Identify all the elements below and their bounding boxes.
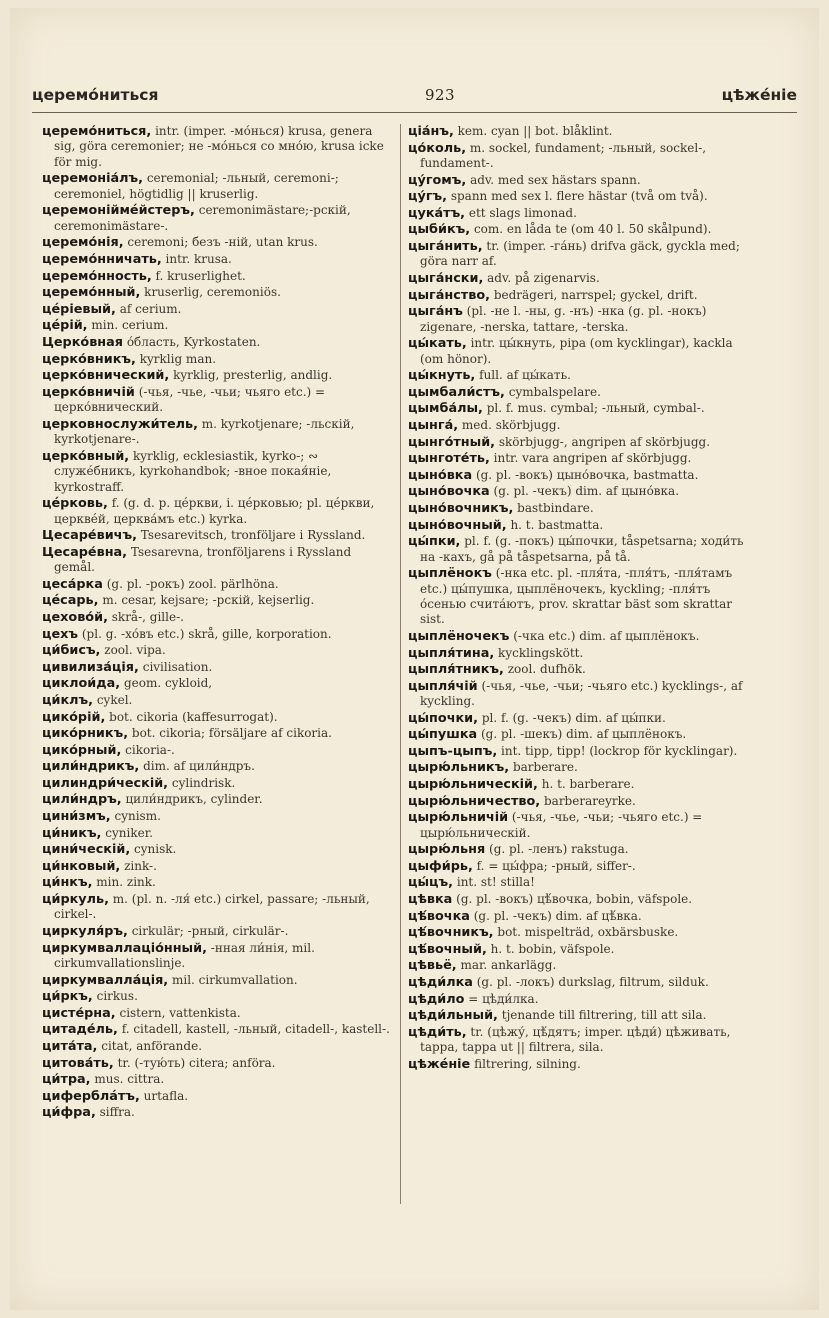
dictionary-entry <box>408 271 758 286</box>
entry-definition: (g. pl. -чекъ) dim. af цыно́вка. <box>493 484 680 499</box>
entry-definition: = цѣди́лка. <box>468 991 539 1006</box>
entry-headword: цыпъ-цыпъ, <box>408 743 498 759</box>
entry-definition: ceremonial; -льный, ceremoni-; ceremoniel, högtidlig || kruserlig. <box>54 171 339 201</box>
dictionary-entry <box>408 942 758 957</box>
dictionary-entry <box>408 189 758 204</box>
dictionary-entry <box>408 727 758 742</box>
entry-headword: цымба́лы, <box>408 401 483 417</box>
dictionary-entry <box>408 842 758 857</box>
entry-headword: цырю́льническiй, <box>408 777 538 793</box>
entry-definition: cykel. <box>96 692 133 707</box>
entry-headword: цыпля́тина, <box>408 645 495 661</box>
dictionary-entry <box>42 726 394 741</box>
entry-headword: цико́рникъ, <box>42 726 129 742</box>
entry-headword: ци́фра, <box>42 1105 96 1121</box>
dictionary-entry <box>42 660 394 675</box>
left-column <box>42 124 394 1122</box>
entry-headword: цы́кать, <box>408 336 467 352</box>
entry-definition: intr. vara angripen af skörbjugg. <box>493 451 692 466</box>
dictionary-entry <box>408 629 758 644</box>
dictionary-entry <box>408 304 758 335</box>
entry-definition: (g. pl. -ленъ) rakstuga. <box>489 842 629 857</box>
entry-definition: h. t. barberare. <box>541 777 635 792</box>
dictionary-entry <box>42 302 394 317</box>
dictionary-entry <box>42 809 394 824</box>
entry-definition: (pl. -не l. -ны, g. -нъ) -нка (g. pl. -нокъ) zigenare, -nerska, tattare, -terska. <box>420 304 707 334</box>
dictionary-entry <box>42 1022 394 1037</box>
entry-headword: Цесаре́вна, <box>42 544 128 560</box>
entry-headword: церко́внический, <box>42 368 170 384</box>
entry-definition: cynism. <box>114 809 161 824</box>
dictionary-entry <box>408 662 758 677</box>
dictionary-entry <box>408 451 758 466</box>
dictionary-entry <box>408 1057 758 1072</box>
entry-definition: kycklingskött. <box>498 645 584 660</box>
dictionary-entry <box>42 826 394 841</box>
dictionary-entry <box>42 577 394 592</box>
entry-headword: цéсарь, <box>42 593 99 609</box>
dictionary-entry <box>42 859 394 874</box>
entry-definition: (-нка etc. pl. -пля́та, -пля́тъ, -пля́тамъ etc.) цы́пушка, цыплёночекъ, kyckling; -пля́тъ о́сенью счита́ютъ, prov. skrattar bäst som skrattar sist. <box>420 566 733 627</box>
entry-definition: bot. cikoria; försäljare af cikoria. <box>131 726 332 741</box>
entry-headword: ци́нкъ, <box>42 875 93 891</box>
dictionary-entry <box>42 973 394 988</box>
entry-definition: (g. pl. -рокъ) zool. pärlhöna. <box>106 576 279 591</box>
dictionary-entry <box>408 760 758 775</box>
dictionary-entry <box>42 545 394 576</box>
dictionary-entry <box>408 646 758 661</box>
entry-headword: ци́бисъ, <box>42 643 101 659</box>
entry-headword: цыпля́чiй <box>408 678 478 694</box>
entry-definition: cynisk. <box>134 842 177 857</box>
entry-headword: цырю́льничество, <box>408 793 541 809</box>
entry-definition: m. kyrkotjenare; -льскiй, kyrkotjenare-. <box>54 416 355 447</box>
entry-headword: Церко́вная <box>42 334 123 350</box>
dictionary-entry <box>42 252 394 267</box>
entry-definition: geom. cykloid, <box>123 676 213 691</box>
entry-headword: цѣжéнiе <box>408 1056 471 1072</box>
dictionary-entry <box>42 593 394 608</box>
entry-headword: цѣ́вочникъ, <box>408 925 494 941</box>
entry-definition: h. t. bastmatta. <box>510 517 604 532</box>
entry-headword: цы́пки, <box>408 534 461 550</box>
entry-headword: цини́змъ, <box>42 809 111 825</box>
entry-definition: intr. цы́кнуть, pipa (om kycklingar), kackla (om hönor). <box>420 336 733 366</box>
entry-definition: ett slags limonad. <box>468 205 577 220</box>
entry-headword: цы́пушка <box>408 727 478 743</box>
entry-headword: цы́почки, <box>408 710 478 726</box>
dictionary-entry <box>42 989 394 1004</box>
entry-definition: tr. (цѣжу́, цѣ́дятъ; imper. цѣди́) цѣживать, tappa, tappa ut || filtrera, sila. <box>420 1024 731 1055</box>
dictionary-entry <box>408 875 758 890</box>
entry-headword: цисте́рна, <box>42 1005 116 1021</box>
dictionary-entry <box>408 468 758 483</box>
dictionary-entry <box>42 124 394 170</box>
entry-definition: cyniker. <box>105 825 153 840</box>
entry-definition: cymbalspelare. <box>508 384 601 399</box>
entry-headword: церко́вничiй <box>42 384 135 400</box>
entry-definition: spann med sex l. flere hästar (två om två). <box>450 189 708 204</box>
entry-definition: tjenande till filtrering, till att sila. <box>501 1008 707 1023</box>
dictionary-entry <box>408 124 758 139</box>
entry-headword: цырю́льничiй <box>408 810 509 826</box>
entry-headword: Цесаре́вичъ, <box>42 528 137 544</box>
entry-headword: цыплёнокъ <box>408 566 492 582</box>
dictionary-entry <box>42 171 394 202</box>
entry-headword: цéрiй, <box>42 318 88 334</box>
entry-headword: цини́ческiй, <box>42 842 131 858</box>
dictionary-entry <box>408 173 758 188</box>
entry-definition: pl. f. (g. -покъ) цы́почки, tåspetsarna; ходи́ть на -кахъ, gå på tåspetsarna, på tå. <box>420 534 744 564</box>
entry-headword: цитова́ть, <box>42 1055 114 1071</box>
dictionary-entry <box>408 810 758 841</box>
entry-headword: цыга́нски, <box>408 270 484 286</box>
entry-definition: kem. cyan || bot. blåklint. <box>457 124 613 138</box>
dictionary-entry <box>42 335 394 350</box>
entry-definition: barberare. <box>512 760 578 775</box>
dictionary-entry <box>42 676 394 691</box>
entry-headword: цынготе́ть, <box>408 451 490 467</box>
entry-headword: церко́вный, <box>42 448 130 464</box>
dictionary-entry <box>408 679 758 710</box>
dictionary-entry <box>408 518 758 533</box>
dictionary-entry <box>408 1025 758 1056</box>
entry-definition: com. en låda te (om 40 l. 50 skålpund). <box>473 222 712 237</box>
dictionary-entry <box>42 710 394 725</box>
entry-headword: циркумваллацiо́нный, <box>42 940 207 956</box>
entry-definition: bot. cikoria (kaffesurrogat). <box>109 709 278 724</box>
entry-headword: ци́нковый, <box>42 858 121 874</box>
entry-definition: cirkulär; -рный, cirkulär-. <box>131 924 289 939</box>
dictionary-entry <box>42 693 394 708</box>
entry-definition: kyrklig, presterlig, andlig. <box>173 368 333 383</box>
dictionary-entry <box>42 610 394 625</box>
dictionary-entry <box>408 958 758 973</box>
entry-headword: цымбали́стъ, <box>408 384 505 400</box>
entry-headword: цивилиза́цiя, <box>42 659 139 675</box>
dictionary-entry <box>408 501 758 516</box>
entry-headword: цилиндри́ческiй, <box>42 775 169 791</box>
entry-headword: циферблáтъ, <box>42 1088 140 1104</box>
entry-headword: цыно́вочка <box>408 484 490 500</box>
entry-definition: siffra. <box>99 1105 135 1120</box>
entry-definition: med. skörbjugg. <box>461 417 561 432</box>
dictionary-entry <box>42 203 394 234</box>
entry-definition: mil. cirkumvallation. <box>172 972 298 987</box>
dictionary-entry <box>42 318 394 333</box>
entry-headword: церемонiймéйстеръ, <box>42 203 195 219</box>
entry-headword: цыплёночекъ <box>408 628 510 644</box>
dictionary-entry <box>408 239 758 270</box>
entry-definition: pl. f. (g. -чекъ) dim. af цы́пки. <box>481 710 666 725</box>
entry-definition: m. sockel, fundament; -льный, sockel-, fundament-. <box>420 140 707 170</box>
entry-definition: cikoria-. <box>125 742 175 757</box>
dictionary-entry <box>408 288 758 303</box>
dictionary-entry <box>408 909 758 924</box>
page-header <box>32 86 797 113</box>
entry-headword: цо́коль, <box>408 140 467 156</box>
dictionary-entry <box>42 1072 394 1087</box>
dictionary-entry <box>42 235 394 250</box>
entry-headword: циркуля́ръ, <box>42 924 128 940</box>
entry-headword: цу́гъ, <box>408 189 447 205</box>
entry-definition: -нная ли́нiя, mil. cirkumvallationslinje. <box>54 940 315 971</box>
entry-headword: цыно́вочникъ, <box>408 500 514 516</box>
dictionary-entry <box>408 484 758 499</box>
entry-definition: filtrering, silning. <box>474 1056 581 1071</box>
entry-headword: цитаде́ль, <box>42 1022 118 1038</box>
entry-definition: о́бласть, Kyrkostaten. <box>126 334 261 349</box>
entry-headword: цыби́къ, <box>408 222 471 238</box>
entry-headword: цѣ́вочка <box>408 908 470 924</box>
dictionary-entry <box>408 222 758 237</box>
dictionary-entry <box>42 643 394 658</box>
entry-definition: full. af цы́кать. <box>479 368 571 383</box>
entry-definition: mus. cittra. <box>94 1072 165 1087</box>
header-left-guide-word: церемо́ниться <box>32 86 159 104</box>
entry-headword: цу́гомъ, <box>408 172 467 188</box>
dictionary-entry <box>408 534 758 565</box>
entry-headword: цеса́рка <box>42 576 103 592</box>
entry-definition: urtafla. <box>143 1088 189 1103</box>
dictionary-entry <box>42 842 394 857</box>
page-number: 923 <box>424 86 456 104</box>
dictionary-entry <box>408 401 758 416</box>
dictionary-entry <box>42 352 394 367</box>
entry-headword: цынга́, <box>408 417 459 433</box>
entry-headword: циклои́да, <box>42 676 121 692</box>
entry-headword: цéрковь, <box>42 496 108 512</box>
entry-definition: (-чья, -чье, -чьи; чьяго etc.) = церко́внический. <box>54 384 326 415</box>
entry-headword: ци́никъ, <box>42 825 102 841</box>
entry-headword: цѣди́льный, <box>408 1008 498 1024</box>
entry-headword: церко́вникъ, <box>42 351 136 367</box>
dictionary-entry <box>42 1039 394 1054</box>
dictionary-entry <box>408 336 758 367</box>
dictionary-entry <box>42 496 394 527</box>
dictionary-entry <box>42 759 394 774</box>
entry-headword: ци́клъ, <box>42 692 93 708</box>
dictionary-entry <box>42 743 394 758</box>
entry-definition: int. st! stilla! <box>456 875 535 890</box>
entry-definition: min. cerium. <box>91 318 169 333</box>
entry-headword: цѣди́лка <box>408 975 473 990</box>
entry-headword: циркумвалла́цiя, <box>42 972 169 988</box>
entry-definition: Tsesarevitsch, tronföljare i Ryssland. <box>140 528 366 543</box>
dictionary-entry <box>408 794 758 809</box>
entry-definition: citat, anförande. <box>101 1039 203 1053</box>
dictionary-entry <box>408 141 758 172</box>
dictionary-entry <box>42 1056 394 1071</box>
entry-headword: цыно́вка <box>408 467 473 483</box>
entry-definition: m. cesar, kejsare; -рскiй, kejserlig. <box>102 593 315 608</box>
entry-headword: цита́та, <box>42 1039 98 1054</box>
header-right-guide-word: цѣжéнiе <box>721 86 797 104</box>
entry-headword: цырю́льникъ, <box>408 760 510 776</box>
entry-headword: цили́ндрикъ, <box>42 759 140 775</box>
entry-headword: цехово́й, <box>42 609 108 625</box>
entry-definition: dim. af цили́ндръ. <box>143 759 255 774</box>
dictionary-entry <box>42 875 394 890</box>
right-column <box>408 124 758 1073</box>
dictionary-entry <box>42 892 394 923</box>
entry-definition: ceremonimästare;-рскiй, ceremonimästare-. <box>54 203 351 233</box>
entry-definition: pl. f. mus. cymbal; -льный, cymbal-. <box>486 401 705 416</box>
entry-definition: adv. med sex hästars spann. <box>470 172 641 187</box>
dictionary-entry <box>42 1089 394 1104</box>
entry-headword: церемо́нiя, <box>42 235 124 251</box>
entry-headword: цыга́нить, <box>408 238 483 254</box>
entry-headword: цыпля́тникъ, <box>408 662 504 678</box>
entry-definition: bastbindare. <box>517 500 594 515</box>
entry-definition: kruserlig, ceremoniös. <box>144 285 281 300</box>
entry-headword: цико́рный, <box>42 742 122 758</box>
entry-definition: (-чка etc.) dim. af цыплёнокъ. <box>513 628 700 643</box>
entry-definition: (g. pl. -вокъ) цѣ́вочка, bobin, väfspole. <box>456 892 693 907</box>
entry-definition: civilisation. <box>142 659 213 674</box>
entry-definition: (g. pl. -чекъ) dim. af цѣ́вка. <box>473 908 642 923</box>
entry-headword: цéрiевый, <box>42 301 116 317</box>
entry-definition: (g. pl. -локъ) durkslag, filtrum, silduk. <box>476 975 709 989</box>
dictionary-entry <box>408 975 758 990</box>
entry-headword: цѣди́ло <box>408 991 465 1007</box>
entry-headword: цыно́вочный, <box>408 517 507 533</box>
entry-definition: (-чья, -чье, -чьи; -чьяго etc.) kycklings-, af kyckling. <box>420 678 743 709</box>
entry-definition: zool. vipa. <box>104 643 166 658</box>
dictionary-entry <box>408 711 758 726</box>
dictionary-entry <box>42 368 394 383</box>
entry-definition: mar. ankarlägg. <box>460 958 557 973</box>
entry-definition: bot. mispelträd, oxbärsbuske. <box>497 925 679 940</box>
entry-definition: cirkus. <box>96 989 138 1004</box>
entry-definition: (-чья, -чье, -чьи; -чьяго etc.) = цырю́льническiй. <box>420 810 703 840</box>
entry-definition: skrå-, gille-. <box>111 609 184 624</box>
entry-headword: церемо́ниться, <box>42 124 152 139</box>
entry-definition: m. (pl. n. -ля́ etc.) cirkel, passare; -льный, cirkel-. <box>54 892 370 922</box>
entry-definition: kyrklig, ecklesiastik, kyrko-; ∾ служéбникъ, kyrkohandbok; -вное покая́нiе, kyrkostraff. <box>54 448 332 494</box>
entry-definition: intr. krusa. <box>165 252 232 266</box>
dictionary-entry <box>408 435 758 450</box>
entry-headword: цили́ндръ, <box>42 792 122 808</box>
dictionary-entry <box>42 385 394 416</box>
entry-definition: cylindrisk. <box>171 775 236 790</box>
dictionary-entry <box>42 269 394 284</box>
dictionary-entry <box>42 1105 394 1120</box>
entry-definition: f. kruserlighet. <box>155 268 246 283</box>
entry-headword: ци́ркуль, <box>42 892 109 908</box>
dictionary-entry <box>408 1008 758 1023</box>
entry-headword: цыфи́рь, <box>408 858 473 874</box>
entry-headword: церковнослужи́тель, <box>42 416 198 432</box>
entry-definition: int. tipp, tipp! (lockrop för kycklingar). <box>501 743 738 758</box>
dictionary-entry <box>42 792 394 807</box>
dictionary-entry <box>42 528 394 543</box>
entry-headword: цы́кнуть, <box>408 368 476 384</box>
entry-definition: tr. (-тую́ть) citera; anföra. <box>117 1055 276 1070</box>
entry-definition: bedrägeri, narrspel; gyckel, drift. <box>493 287 698 302</box>
entry-definition: цили́ндрикъ, cylinder. <box>125 792 263 807</box>
entry-definition: Tsesarevna, tronföljarens i Ryssland gemål. <box>54 544 352 575</box>
entry-definition: zink-. <box>124 858 157 873</box>
entry-headword: цiа́нъ, <box>408 124 454 139</box>
dictionary-entry <box>42 1006 394 1021</box>
entry-definition: af cerium. <box>119 301 182 316</box>
entry-definition: f. citadell, kastell, -льный, citadell-, kastell-. <box>121 1022 390 1037</box>
dictionary-entry <box>408 925 758 940</box>
entry-definition: (pl. g. -хо́въ etc.) skrå, gille, korporation. <box>81 626 332 641</box>
entry-headword: цыга́нство, <box>408 287 490 303</box>
dictionary-entry <box>42 627 394 642</box>
entry-definition: barberareyrke. <box>543 793 636 808</box>
entry-definition: tr. (imper. -га́нь) drifva gäck, gyckla med; göra narr af. <box>420 238 740 269</box>
dictionary-entry <box>42 924 394 939</box>
column-divider <box>400 124 401 1204</box>
entry-definition: f. (g. d. p. цéркви, i. цéрковью; pl. цéркви, церквéй, церква́мъ etc.) kyrka. <box>54 496 375 526</box>
dictionary-entry <box>42 941 394 972</box>
entry-definition: f. = цы́фра; -рный, siffer-. <box>476 858 636 873</box>
entry-headword: цехъ <box>42 626 79 642</box>
entry-definition: kyrklig man. <box>139 351 217 366</box>
entry-definition: (g. pl. -шекъ) dim. af цыплёнокъ. <box>480 727 687 742</box>
entry-definition: zool. dufhök. <box>507 662 586 677</box>
entry-headword: цѣ́вочный, <box>408 941 487 957</box>
dictionary-entry <box>42 776 394 791</box>
entry-definition: ceremoni; безъ -нiй, utan krus. <box>127 235 318 250</box>
entry-definition: h. t. bobin, väfspole. <box>490 941 615 956</box>
dictionary-entry <box>408 992 758 1007</box>
entry-definition: (g. pl. -вокъ) цыно́вочка, bastmatta. <box>475 467 699 482</box>
dictionary-entry <box>408 418 758 433</box>
entry-headword: церемо́нничать, <box>42 252 162 267</box>
entry-headword: цыга́нъ <box>408 304 463 320</box>
entry-headword: ци́тра, <box>42 1072 91 1088</box>
dictionary-entry <box>42 285 394 300</box>
dictionary-entry <box>42 417 394 448</box>
dictionary-entry <box>408 385 758 400</box>
entry-headword: цѣвка <box>408 892 453 908</box>
entry-headword: церемо́нность, <box>42 268 152 284</box>
dictionary-entry <box>408 892 758 907</box>
entry-headword: цико́рiй, <box>42 709 106 725</box>
entry-headword: цука́тъ, <box>408 205 466 221</box>
entry-definition: skörbjugg-, angripen af skörbjugg. <box>498 434 711 449</box>
entry-headword: цы́цъ, <box>408 875 454 891</box>
dictionary-entry <box>408 859 758 874</box>
dictionary-entry <box>42 449 394 495</box>
entry-headword: цынго́тный, <box>408 434 496 450</box>
dictionary-entry <box>408 566 758 628</box>
entry-headword: цырю́льня <box>408 842 486 858</box>
entry-headword: церемо́нный, <box>42 285 141 301</box>
entry-definition: min. zink. <box>96 875 156 890</box>
entry-headword: ци́ркъ, <box>42 989 93 1005</box>
dictionary-entry <box>408 368 758 383</box>
entry-definition: cistern, vattenkista. <box>119 1005 241 1020</box>
dictionary-entry <box>408 777 758 792</box>
entry-headword: цѣвьё, <box>408 958 457 974</box>
entry-definition: intr. (imper. -мо́ньcя) krusa, genera sig, göra ceremonier; не -мо́ньcя со мно́ю, krusa icke för mig. <box>54 124 384 169</box>
entry-headword: цѣди́ть, <box>408 1024 467 1040</box>
dictionary-entry <box>408 744 758 759</box>
dictionary-entry <box>408 206 758 221</box>
entry-headword: церемонiа́лъ, <box>42 171 143 187</box>
entry-definition: adv. på zigenarvis. <box>487 270 600 285</box>
